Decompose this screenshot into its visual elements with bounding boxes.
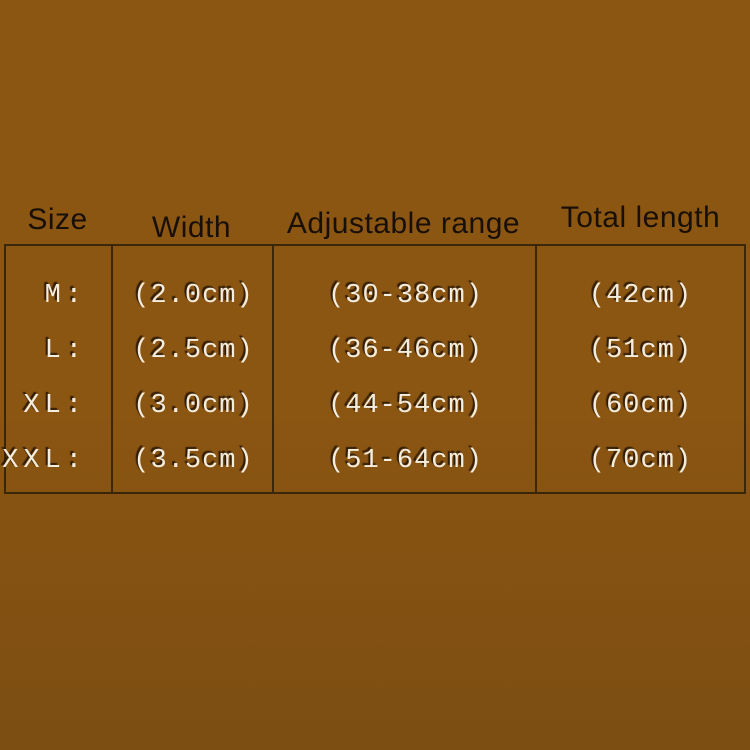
table-row-m — [6, 268, 744, 323]
total-length-value: (60cm) — [588, 390, 693, 421]
size-label: XL: — [23, 390, 87, 421]
size-label: M: — [44, 280, 87, 311]
column-header-size-cell — [4, 196, 111, 244]
total-length-value: (42cm) — [588, 280, 693, 311]
adjustable-range-value: (36-46cm) — [328, 335, 483, 366]
column-header-adjustable-range: Adjustable range — [286, 207, 521, 240]
width-value: (3.5cm) — [133, 445, 254, 476]
size-table — [4, 244, 746, 494]
table-row-xl — [6, 378, 744, 433]
table-header-row — [4, 196, 746, 244]
size-label: L: — [44, 335, 87, 366]
total-length-value: (70cm) — [588, 445, 693, 476]
adjustable-range-value: (30-38cm) — [328, 280, 483, 311]
width-value: (2.5cm) — [133, 335, 254, 366]
adjustable-range-value: (44-54cm) — [328, 390, 483, 421]
column-header-total-length-cell — [535, 196, 746, 244]
table-body — [2, 246, 744, 492]
column-header-width-cell — [111, 196, 272, 244]
column-header-adjustable-range-cell — [272, 196, 535, 244]
table-row-xxl — [2, 433, 744, 488]
column-header-size: Size — [27, 203, 88, 236]
adjustable-range-value: (51-64cm) — [328, 445, 483, 476]
width-value: (2.0cm) — [133, 280, 254, 311]
size-label: XXL: — [2, 445, 87, 476]
total-length-value: (51cm) — [588, 335, 693, 366]
column-header-total-length: Total length — [560, 201, 721, 234]
width-value: (3.0cm) — [133, 390, 254, 421]
column-header-width: Width — [151, 211, 232, 244]
table-row-l — [6, 323, 744, 378]
